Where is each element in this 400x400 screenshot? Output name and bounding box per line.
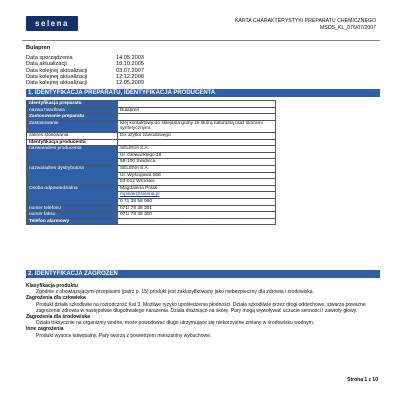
empty-cell [118,101,276,108]
table-row [27,132,276,139]
distributor-line: 53-012 Wrocław [118,179,276,186]
other-hazard-text: Produkt wysoce łatwopalny. Pary tworzą z powietrzem mieszaniny wybuchowe. [36,332,212,339]
distributor-line: SELENA S.A. [118,165,276,172]
use-header: Zastosowanie preparatu [27,114,118,121]
empty-cell [118,139,276,146]
scope-value: Do użytku zawodowego [118,132,276,139]
date-value: 12.05.2009 [116,80,144,87]
table-row [27,139,276,146]
header-title-block [235,18,376,31]
identification-table [26,100,276,225]
contact-name: Magdalena Polak [118,185,276,192]
page-number: Strona 1 z 10 [347,377,378,383]
phone-label: numer telefonu [27,205,118,212]
date-value: 18.10.2005 [116,61,144,68]
header-divider [22,40,380,41]
date-value: 14.05.2003 [116,55,144,61]
human-hazard-text: Produkt działa szkodliwie na rozrodczość Kat 3. Możliwe ryzyko upośledzenia płodności. Działa szkodliwie przez drogi oddechowe, stwarza poważne zagrożenie zdrowia w następstwie długotrwałego narażenia. Działa drażniąco na skórę. Pary mogą wywoływać uczucie senności i zawroty głowy. [36,301,366,314]
product-name: Bulapren [26,45,51,51]
alarm-value: 0 601 350 500 (czynny w godzinach 8-16) [118,218,276,225]
table-row [27,185,276,192]
phone-value: 071/ 78 38 301 [118,205,276,212]
document-page [22,0,380,400]
producer-label: nazwa/adres producenta [27,146,118,166]
empty-cell [118,114,276,121]
producer-line: SELENA S.A. [118,146,276,153]
date-value: 03.07.2007 [116,67,144,74]
date-value: 12.12.2008 [116,73,144,80]
date-label: Data aktualizacji [26,61,67,68]
section-1-heading: 1. IDENTYFIKACJA PREPARATU, IDENTYFIKACJA PRODUCENTA [26,89,380,97]
use-label: Zastosowanie [27,120,118,132]
fax-value: 071/ 78 38 300 [118,212,276,219]
table-row [27,205,276,212]
producer-header: Identyfikacja producenta [27,139,118,146]
date-label: Data kolejnej aktualizacji [26,73,88,80]
table-row [27,212,276,219]
date-label: Data sporządzenia [26,55,73,61]
table-row [27,146,276,153]
distributor-line: Ul. Wyścigowa 56E [118,172,276,179]
date-row [26,80,144,86]
scope-label: zakres stosowania [27,132,118,139]
date-label: Data kolejnej aktualizacji [26,80,88,87]
table-row [27,114,276,121]
alarm-label: Telefon alarmowy [27,218,118,225]
trade-name-value: Bulapren [118,107,276,114]
env-hazard-text: Działa toksycznie na organizmy wodne; może powodować długo utrzymujące się niekorzystne zmiany w środowisku wodnym. [36,320,315,327]
fax-label: numer faksu [27,212,118,219]
table-row [27,218,276,225]
other-hazard-heading: Inne zagrożenia [26,326,64,333]
revision-dates [26,55,144,86]
doc-code: MSDS_KL_076/07/2007 [320,24,376,31]
contact-email-cell [118,192,276,199]
doc-title: KARTA CHARAKTERYSTYKI PREPARATU CHEMICZNEGO [234,18,376,24]
table-row [27,165,276,172]
id-header: Identyfikacja preparatu [27,101,118,108]
human-hazard-heading: Zagrożenia dla człowieka [26,295,86,302]
table-row [27,120,276,132]
page-header [22,10,380,42]
use-value: Klej kontaktowy do sklejania gumy ze skórą naturalną oraz skórami syntetycznymi. [118,120,276,132]
trade-name-label: nazwa handlowa [27,107,118,114]
table-row [27,101,276,108]
hazards-text [26,283,376,339]
contact-phone: 0 71 38 58 060 [118,198,276,205]
table-row [27,107,276,114]
producer-line: Ul. Główacklego 18 [118,152,276,159]
classification-heading: Klasyfikacja produktu [26,283,78,289]
classification-text: Zgodnie z obowiązującymi przepisami (patrz p. 15) produkt jest zaklasyfikowany jako niebezpieczny dla zdrowia i środowiska. [36,289,314,296]
contact-email-link[interactable]: mpolak@selena.pl [120,192,160,198]
distributor-label: nazwa/adres dystrybutora [27,165,118,185]
env-hazard-heading: Zagrożenia dla środowiska [26,314,90,321]
section-2-heading: 2. IDENTYFIKACJA ZAGROŻEŃ [26,270,380,278]
contact-label: Osoba odpowiedzialna [27,185,118,205]
producer-line: 58-100 Świdnica [118,159,276,166]
company-logo: selena [26,16,78,31]
date-label: Data kolejnej aktualizacji [26,67,88,74]
